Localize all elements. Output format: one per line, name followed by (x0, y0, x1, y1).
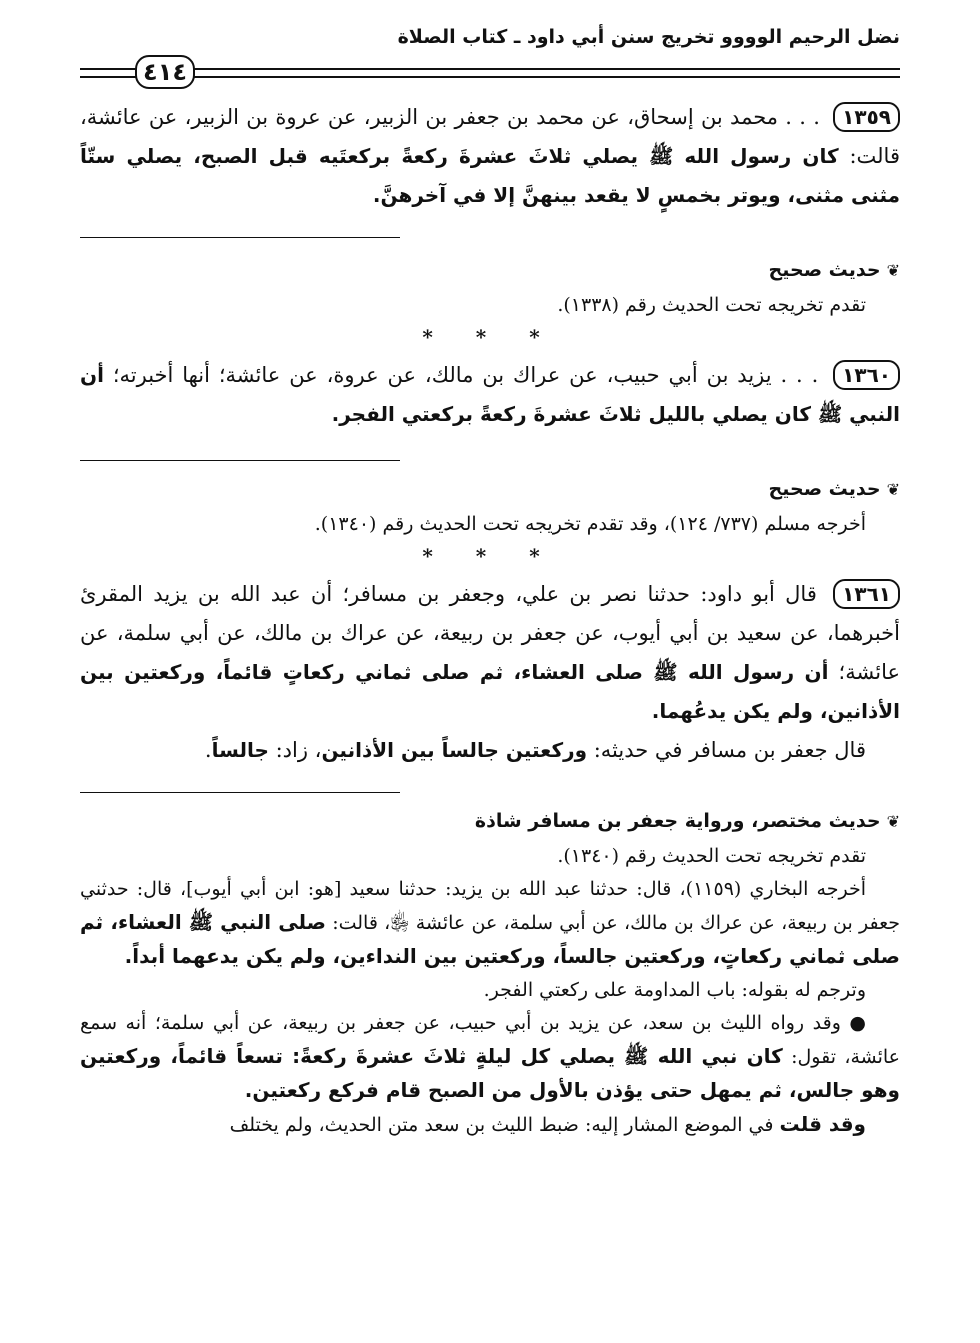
hadith-number: ١٣٥٩ (833, 102, 900, 132)
hadith-number: ١٣٦١ (833, 579, 900, 609)
separator (80, 434, 900, 471)
takhrij-bold: صلى النبي ﷺ العشاء، ثم صلى ثماني ركعاتٍ، وركعتين جالساً، وركعتين بين النداءين، ولم يكن يدعهما أبداً. (80, 910, 900, 968)
hadith-matn: كان رسول الله ﷺ يصلي ثلاثَ عشرةَ ركعةً بركعتَيه قبل الصبح، يصلي ستّاً مثنى مثنى، ويوتر بخمسٍ لا يقعد بينهنَّ إلا في آخرهنَّ. (80, 144, 900, 207)
leaf-icon: ❦ (886, 812, 900, 831)
double-rule (80, 68, 900, 78)
grade-label: حديث مختصر، ورواية جعفر بن مسافر شاذة (474, 810, 881, 832)
hadith-matn: أن رسول الله ﷺ صلى العشاء، ثم صلى ثماني ركعاتٍ قائماً، وركعتين بين الأذانين، ولم يكن يدعُهما. (80, 660, 900, 723)
hadith-1359 (80, 98, 900, 215)
grade-note: أخرجه مسلم (٧٣٧/ ١٢٤)، وقد تقدم تخريجه تحت الحديث رقم (١٣٤٠). (314, 513, 866, 535)
grade-label: حديث صحيح (768, 259, 881, 281)
hadith-number: ١٣٦٠ (833, 360, 900, 390)
hadith-chain: . . . محمد بن إسحاق، عن محمد بن جعفر بن الزبير، عن عروة بن الزبير، عن عائشة، قالت: (80, 105, 900, 168)
grade-note: تقدم تخريجه تحت الحديث رقم (١٣٤٠). (557, 845, 866, 867)
hadith-chain: . . . يزيد بن أبي حبيب، عن عراك بن مالك، عن عروة، عن عائشة؛ أنها أخبرته؛ (103, 363, 828, 387)
takhrij-paragraph (80, 873, 900, 974)
section-stars: * * * (422, 325, 558, 349)
grade-heading (80, 471, 900, 508)
takhrij-text: في الموضع المشار إليه: ضبط الليث بن سعد متن الحديث، ولم يختلف (229, 1114, 780, 1136)
hadith-matn: أن النبي ﷺ كان يصلي بالليل ثلاثَ عشرةَ ركعةً بركعتي الفجر. (80, 363, 900, 426)
hadith-1361-addition (80, 731, 900, 770)
hadith-1361 (80, 575, 900, 731)
hadith-chain: قال أبو داود: حدثنا نصر بن علي، وجعفر بن مسافر؛ أن عبد الله بن يزيد المقرئ أخبرهما، عن سعيد بن أبي أيوب، عن جعفر بن ربيعة، عن عراك بن مالك، عن أبي سلمة، عن عائشة؛ (80, 582, 901, 684)
leaf-icon: ❦ (886, 480, 900, 499)
takhrij-bold: كان نبي الله ﷺ يصلي كل ليلةٍ ثلاثَ عشرةَ ركعةً: تسعاً قائماً، وركعتين وهو جالس، ثم يمهل حتى يؤذن بالأول من الصبح قام فركع ركعتين. (80, 1044, 900, 1102)
addition-text: . (204, 738, 212, 762)
hadith-1360 (80, 356, 900, 434)
addition-bold: وركعتين جالساً بين الأذانين (321, 738, 588, 762)
leaf-icon: ❦ (886, 261, 900, 280)
separator (80, 770, 900, 803)
takhrij-text: أخرجه البخاري (١١٥٩)، قال: حدثنا عبد الله بن يزيد: حدثنا سعيد [هو: ابن أبي أيوب]، قال: حدثني جعفر بن ربيعة، عن عراك بن مالك، عن أبي سلمة، عن عائشة ﵂، قالت: (80, 878, 900, 934)
takhrij-text: ● وقد رواه الليث بن سعد، عن يزيد بن أبي حبيب، عن جعفر بن ربيعة، عن أبي سلمة؛ أنه سمع عائشة، تقول: (80, 1012, 901, 1068)
section-stars: * * * (422, 544, 558, 568)
takhrij-paragraph (80, 1007, 900, 1108)
grade-heading (80, 252, 900, 289)
grade-note: تقدم تخريجه تحت الحديث رقم (١٣٣٨). (557, 294, 866, 316)
grade-label: حديث صحيح (768, 478, 881, 500)
grade-heading (80, 803, 900, 840)
addition-bold: جالساً (211, 738, 269, 762)
takhrij-paragraph (80, 1108, 900, 1142)
takhrij-paragraph: وترجم له بقوله: باب المداومة على ركعتي الفجر. (483, 979, 866, 1001)
addition-text: قال جعفر بن مسافر في حديثه: (587, 738, 866, 762)
header-rule (80, 54, 900, 94)
running-header (80, 22, 900, 52)
takhrij-bold: وقد قلت (779, 1112, 866, 1136)
separator (80, 215, 900, 252)
document-page (80, 22, 900, 1332)
addition-text: ، زاد: (268, 738, 322, 762)
header-title: نضل الرحيم الوووو تخريج سنن أبي داود ـ كتاب الصلاة (397, 26, 900, 48)
page-number: ٤١٤ (135, 55, 195, 89)
